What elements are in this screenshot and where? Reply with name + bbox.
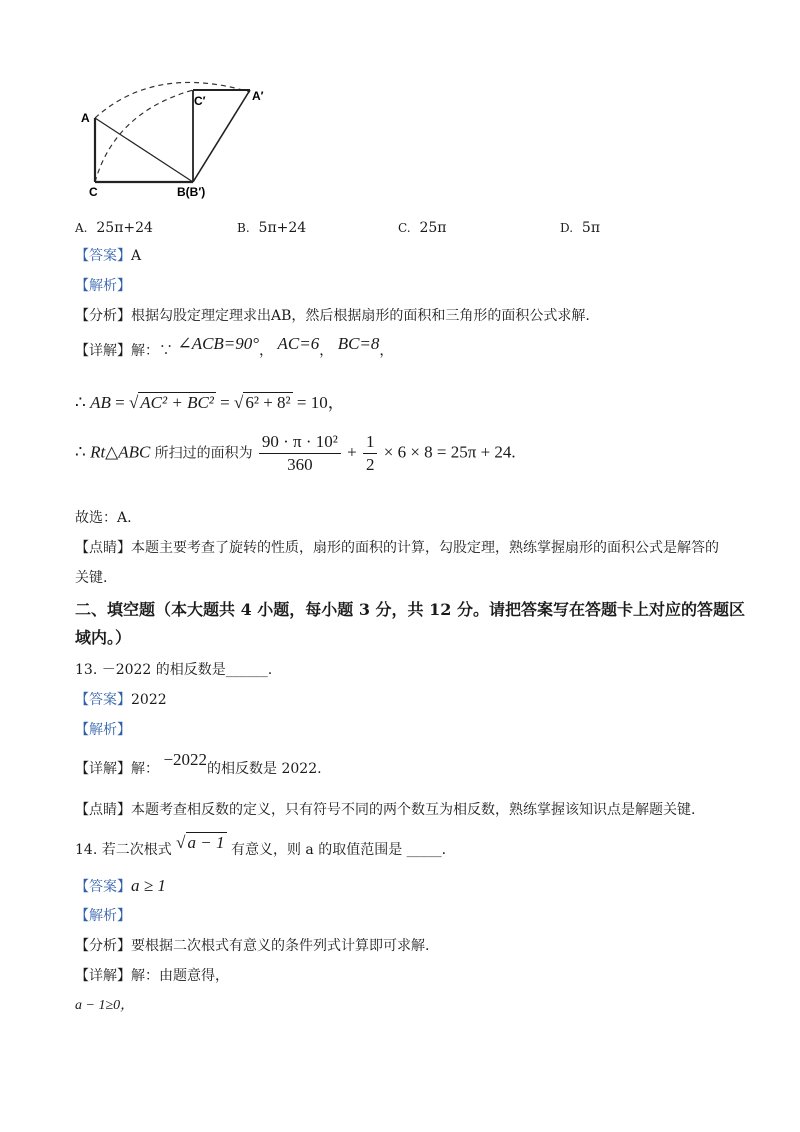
q12-comment-line2: 关键. — [75, 570, 108, 586]
label-c: C — [89, 185, 98, 199]
q12-detail: 【详解】解：∵ ∠ACB=90°， AC=6， BC=8， — [75, 334, 394, 359]
q12-comment-line1: 【点睛】本题主要考查了旋转的性质，扇形的面积的计算，勾股定理，熟练掌握扇形的面积公式是解答的 — [75, 540, 719, 556]
q14-analysis-tag: 【解析】 — [75, 908, 131, 924]
q12-choose: 故选：A. — [75, 510, 132, 526]
option-c[interactable]: C. 25π — [398, 220, 447, 236]
inner-arc — [95, 90, 193, 182]
q13-analysis-tag: 【解析】 — [75, 722, 131, 738]
q14-fenxi: 【分析】要根据二次根式有意义的条件列式计算即可求解. — [75, 938, 430, 954]
q14-last-line: a − 1≥0， — [75, 998, 135, 1013]
q12-analysis-tag: 【解析】 — [75, 278, 131, 294]
q14-detail: 【详解】解：由题意得， — [75, 968, 229, 984]
section-heading-line1: 二、填空题（本大题共 4 小题，每小题 3 分，共 12 分。请把答案写在答题卡上对应的答题区 — [75, 600, 745, 619]
q12-fenxi: 【分析】根据勾股定理定理求出AB，然后根据扇形的面积和三角形的面积公式求解. — [75, 308, 590, 324]
q12-ab-equation: ∴ AB = √ AC² + BC² = √ 6² + 8² = 10， — [75, 393, 345, 412]
label-b: B(B′) — [177, 185, 206, 199]
q13-comment: 【点睛】本题考查相反数的定义，只有符号不同的两个数互为相反数，熟练掌握该知识点是解题关键. — [75, 802, 696, 818]
option-b[interactable]: B. 5π+24 — [237, 220, 307, 236]
label-a-prime: A′ — [252, 89, 264, 103]
section-heading-line2: 域内。） — [75, 628, 132, 647]
q12-area-equation: ∴ Rt△ABC 所扫过的面积为 $\frac{\text{90 · π · 10²}}{360}$ + $\frac{1}{2}$ × 6 × 8 = 25π + 24. — [75, 432, 516, 474]
label-c-prime: C′ — [194, 94, 206, 108]
option-a[interactable]: A. 25π+24 — [75, 220, 153, 236]
outer-arc — [95, 82, 250, 118]
q12-answer: 【答案】A — [75, 248, 142, 264]
q13-detail: 【详解】解： −2022的相反数是 2022. — [75, 750, 322, 777]
label-a: A — [81, 111, 90, 125]
q13-stem: 13. －2022 的相反数是______. — [75, 662, 273, 678]
q13-answer: 【答案】2022 — [75, 692, 167, 708]
segment-ab — [95, 118, 193, 182]
option-d[interactable]: D. 5π — [560, 220, 601, 236]
rotation-figure — [75, 78, 285, 200]
q14-stem: 14. 若二次根式 √ a − 1 有意义，则 a 的取值范围是 _____. — [75, 833, 447, 858]
q14-answer: 【答案】a ≥ 1 — [75, 876, 166, 895]
